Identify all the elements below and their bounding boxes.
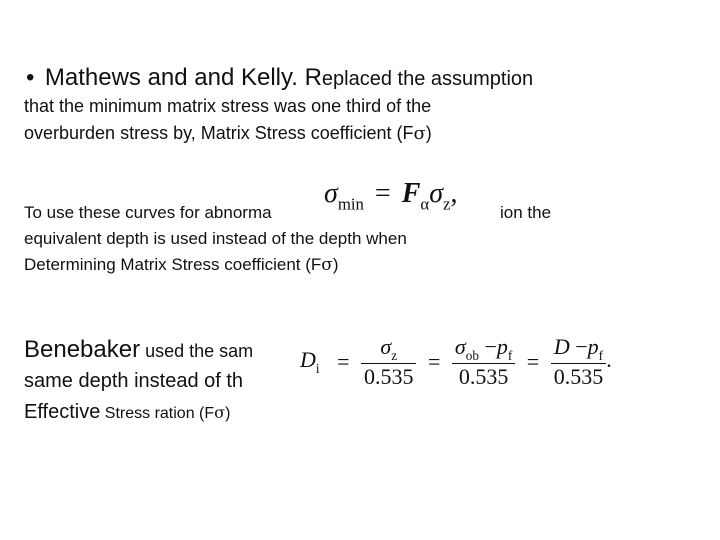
formula-minus-2: −	[575, 334, 588, 359]
paragraph-3-line-1-rest: used the sam	[140, 341, 254, 361]
effective-word: Effective	[24, 401, 101, 423]
formula-sub-alpha: α	[420, 194, 430, 214]
formula-f: F	[401, 178, 421, 209]
paragraph-2-line-1-end: ion the	[500, 203, 552, 222]
sigma-symbol: σ	[413, 123, 426, 144]
formula-comma: ,	[450, 178, 458, 209]
formula-equals-2: =	[427, 348, 441, 374]
formula-sub-z: z	[391, 347, 398, 363]
paragraph-1-line-2: that the minimum matrix stress was one third of the	[24, 96, 432, 116]
formula-sub-i: i	[315, 360, 320, 376]
fraction-2-denominator: 0.535	[458, 364, 509, 390]
paragraph-1-line-3	[24, 123, 432, 144]
sigma-symbol: σ	[321, 255, 333, 275]
formula-equivalent-depth	[288, 334, 618, 389]
paragraph-3-line-3-rest: Stress ration (F	[100, 405, 215, 422]
paragraph-3-line-3	[24, 401, 230, 424]
fraction-1-numerator	[361, 334, 417, 364]
formula-d: D	[300, 346, 316, 372]
fraction-1	[361, 334, 417, 389]
formula-p-2: p	[587, 334, 599, 359]
sigma-symbol: σ	[214, 403, 226, 422]
replaced-rest: eplaced the assumption	[321, 68, 534, 90]
close-paren: )	[225, 405, 231, 422]
formula-sub-min: min	[337, 194, 364, 214]
formula-d-2: D	[553, 334, 570, 359]
formula-sigma: σ	[454, 334, 466, 359]
formula-sigma-2: σ	[429, 178, 444, 209]
formula-lhs	[300, 347, 320, 377]
paragraph-3-line-2: same depth instead of th	[24, 370, 244, 392]
paragraph-1-line-1	[26, 64, 533, 92]
paragraph-3-line-1	[24, 336, 253, 364]
paragraph-2-line-2: equivalent depth is used instead of the depth when	[24, 229, 407, 248]
paragraph-2-line-3-text: Determining Matrix Stress coefficient (F	[24, 255, 322, 274]
formula-p: p	[496, 334, 508, 359]
formula-sub-f-2: f	[598, 347, 604, 363]
authors-text: Mathews and and Kelly.	[44, 64, 305, 91]
paragraph-2-line-1-start: To use these curves for abnorma	[24, 203, 272, 222]
replaced-initial: R	[304, 64, 322, 91]
fraction-3	[551, 334, 607, 389]
formula-equals: =	[374, 178, 391, 209]
fraction-3-numerator	[551, 334, 607, 364]
formula-matrix-stress	[318, 178, 463, 215]
formula-sub-f: f	[507, 347, 513, 363]
formula-period: .	[606, 346, 612, 372]
paragraph-2-line-3	[24, 255, 339, 275]
formula-sigma: σ	[324, 178, 338, 209]
benebaker-name: Benebaker	[24, 336, 141, 363]
formula-equals-1: =	[337, 348, 350, 374]
fraction-3-denominator: 0.535	[553, 364, 604, 390]
close-paren: )	[332, 255, 339, 274]
formula-sub-ob: ob	[465, 347, 479, 363]
paragraph-1-line-3-text: overburden stress by, Matrix Stress coefficient (F	[24, 123, 414, 143]
fraction-1-denominator: 0.535	[363, 364, 414, 390]
fraction-2-numerator	[452, 334, 515, 364]
fraction-2	[452, 334, 515, 389]
formula-sub-z: z	[443, 194, 451, 214]
close-paren: )	[425, 123, 432, 143]
formula-minus: −	[484, 334, 497, 359]
formula-sigma: σ	[380, 334, 392, 359]
formula-equals-3: =	[526, 348, 540, 374]
bullet: •	[26, 64, 35, 91]
